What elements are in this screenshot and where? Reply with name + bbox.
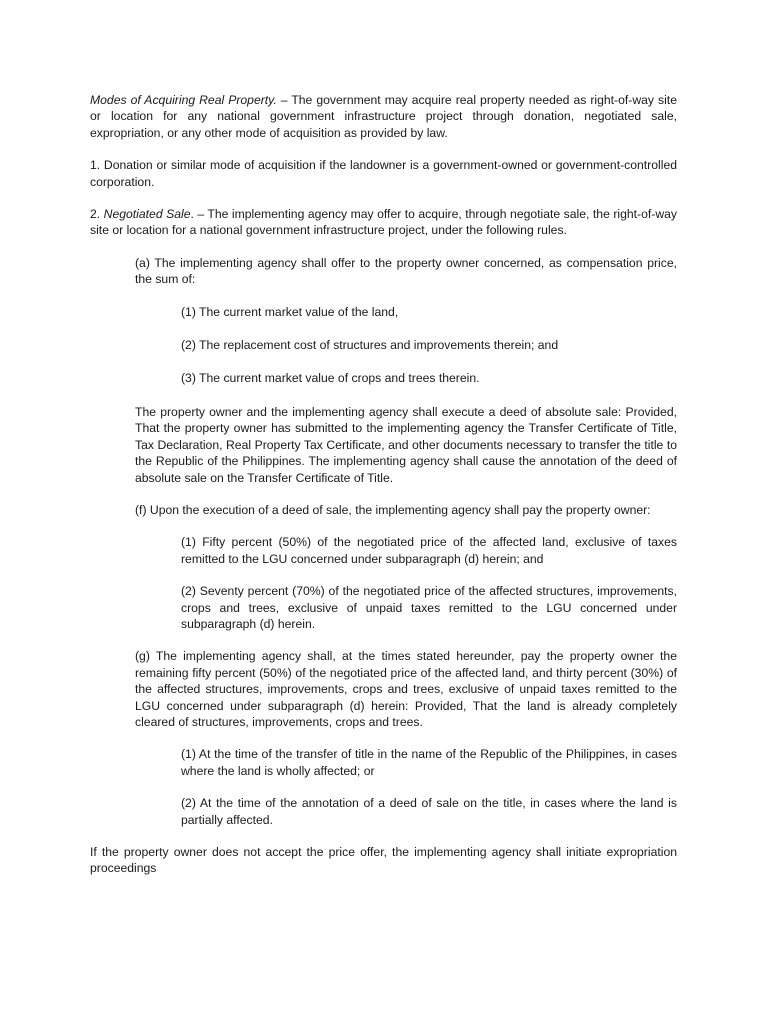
para-g: (g) The implementing agency shall, at the times stated hereunder, pay the property owner the remaining fifty percent (50%) of the negotiated price of the affected land, and thirty percent (30%) of the affected structures, improvements, crops and trees, exclusive of unpaid taxes remitted to the LGU concerned under subparagraph (d) herein: Provided, That the land is already completely cleared of structures, improvements, crops and trees. [135, 649, 677, 729]
item-2-heading: Negotiated Sale [103, 207, 191, 222]
para-a-item-1: (1) The current market value of the land, [181, 304, 399, 319]
intro-heading: Modes of Acquiring Real Property. [90, 93, 277, 107]
para-f-item-1: (1) Fifty percent (50%) of the negotiated price of the affected land, exclusive of taxes remitted to the LGU concerned under subparagraph (d) herein; and [181, 535, 677, 566]
item-1-paragraph: 1. Donation or similar mode of acquisition if the landowner is a government-owned or government-controlled corporation. [90, 158, 677, 189]
para-g-item-2: (2) At the time of the annotation of a deed of sale on the title, in cases where the land is partially affected. [181, 796, 677, 827]
item-2-text: . – The implementing agency may offer to acquire, through negotiate sale, the right-of-way site or location for a national government infrastructure project, under the following rules. [90, 207, 677, 238]
intro-paragraph [90, 92, 677, 141]
para-a-item-2: (2) The replacement cost of structures and improvements therein; and [181, 338, 559, 353]
closing-paragraph: If the property owner does not accept the price offer, the implementing agency shall initiate expropriation proceedings [90, 845, 677, 876]
deed-paragraph: The property owner and the implementing agency shall execute a deed of absolute sale: Provided, That the property owner has submitted to the implementing agency the Transfer Certificate of Title, Tax Declaration, Real Property Tax Certificate, and other documents necessary to transfer the title to the Republic of the Philippines. The implementing agency shall cause the annotation of the deed of absolute sale on the Transfer Certificate of Title. [135, 404, 677, 485]
para-a-item-3: (3) The current market value of crops and trees therein. [181, 371, 480, 386]
item-2-paragraph [90, 206, 677, 239]
para-g-item-1: (1) At the time of the transfer of title in the name of the Republic of the Philippines, in cases where the land is wholly affected; or [181, 747, 677, 778]
para-a: (a) The implementing agency shall offer to the property owner concerned, as compensation price, the sum of: [135, 255, 677, 287]
para-f: (f) Upon the execution of a deed of sale, the implementing agency shall pay the property owner: [135, 502, 651, 517]
intro-text: – The government may acquire real property needed as right-of-way site or location for any national government infrastructure project through donation, negotiated sale, expropriation, or any other mode of acquisition as provided by law. [90, 93, 677, 140]
para-f-item-2: (2) Seventy percent (70%) of the negotiated price of the affected structures, improvements, crops and trees, exclusive of unpaid taxes remitted to the LGU concerned under subparagraph (d) herein. [181, 584, 677, 631]
document-page [90, 92, 677, 893]
item-2-number: 2. [90, 207, 104, 222]
